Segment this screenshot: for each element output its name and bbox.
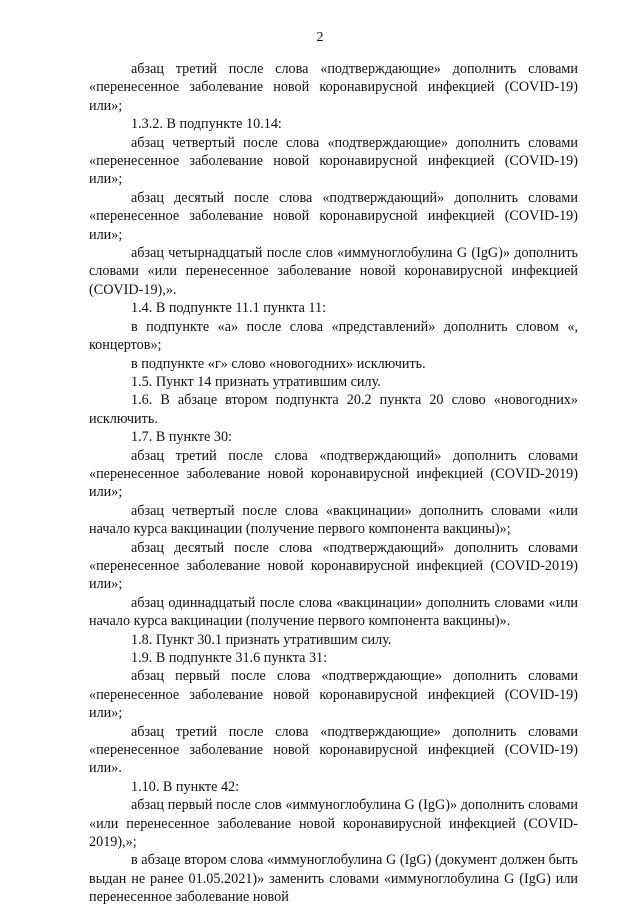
document-body <box>89 60 578 907</box>
paragraph: в подпункте «а» после слова «представлений» дополнить словом «, концертов»; <box>89 318 578 354</box>
paragraph: абзац первый после слова «подтверждающие» дополнить словами «перенесенное заболевание новой коронавирусной инфекцией (COVID-19) или»; <box>89 668 578 722</box>
paragraph-heading: 1.6. В абзаце втором подпункта 20.2 пункта 20 слово «новогодних» исключить. <box>89 392 578 427</box>
page-number: 2 <box>316 30 324 45</box>
paragraph-heading: 1.3.2. В подпункте 10.14: <box>131 116 282 133</box>
paragraph: абзац первый после слов «иммуноглобулина G (IgG)» дополнить словами «или перенесенное заболевание новой коронавирусной инфекцией (COVID-2019),»; <box>89 797 578 851</box>
paragraph: абзац десятый после слова «подтверждающий» дополнить словами «перенесенное заболевание новой коронавирусной инфекцией (COVID-2019) или»; <box>89 539 578 593</box>
paragraph-heading: 1.7. В пункте 30: <box>131 429 232 446</box>
paragraph: абзац четвертый после слова «подтверждающие» дополнить словами «перенесенное заболевание новой коронавирусной инфекцией (COVID-19) или»; <box>89 134 578 188</box>
paragraph: абзац десятый после слова «подтверждающий» дополнить словами «перенесенное заболевание новой коронавирусной инфекцией (COVID-19) или»; <box>89 189 578 243</box>
paragraph: в подпункте «г» слово «новогодних» исключить. <box>131 355 426 372</box>
paragraph-heading: 1.4. В подпункте 11.1 пункта 11: <box>131 300 327 317</box>
paragraph-heading: 1.8. Пункт 30.1 признать утратившим силу. <box>131 631 392 648</box>
paragraph-heading: 1.10. В пункте 42: <box>131 778 240 795</box>
paragraph: абзац третий после слова «подтверждающие» дополнить словами «перенесенное заболевание новой коронавирусной инфекцией (COVID-19) или»; <box>89 61 578 114</box>
paragraph-heading: 1.9. В подпункте 31.6 пункта 31: <box>131 650 328 666</box>
paragraph: абзац четвертый после слова «вакцинации» дополнить словами «или начало курса вакцинации (получение первого компонента вакцины)»; <box>89 502 578 538</box>
paragraph: абзац третий после слова «подтверждающие» дополнить словами «перенесенное заболевание новой коронавирусной инфекцией (COVID-19) или». <box>89 723 578 777</box>
paragraph: абзац четырнадцатый после слов «иммуноглобулина G (IgG)» дополнить словами «или перенесенное заболевание новой коронавирусной инфекцией (COVID-19),». <box>89 245 578 298</box>
paragraph: в абзаце втором слова «иммуноглобулина G (IgG) (документ должен быть выдан не ранее 01.05.2021)» заменить словами «иммуноглобулина G (IgG) или перенесенное заболевание новой <box>89 852 578 906</box>
paragraph: абзац одиннадцатый после слова «вакцинации» дополнить словами «или начало курса вакцинации (получение первого компонента вакцины)». <box>89 594 578 630</box>
paragraph: абзац третий после слова «подтверждающий» дополнить словами «перенесенное заболевание новой коронавирусной инфекцией (COVID-2019) или»; <box>89 447 578 501</box>
paragraph-heading: 1.5. Пункт 14 признать утратившим силу. <box>131 373 381 390</box>
